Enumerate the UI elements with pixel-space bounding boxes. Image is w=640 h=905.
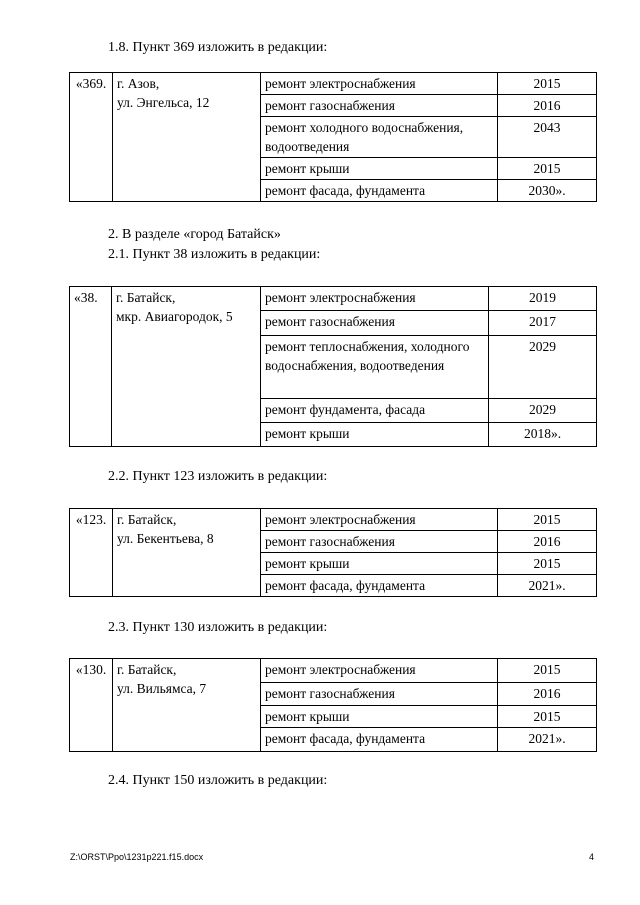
year-cell: 2015 (498, 659, 597, 683)
item-number: «123. (70, 509, 113, 597)
year-cell: 2018». (489, 423, 597, 447)
address (112, 287, 261, 447)
address-line-2: ул. Вильямса, 7 (117, 681, 207, 696)
address-line-1: г. Батайск, (116, 290, 176, 305)
table-130 (69, 658, 597, 752)
heading-2-1: 2.1. Пункт 38 изложить в редакции: (108, 247, 321, 262)
address-line-1: г. Батайск, (117, 512, 177, 527)
table-369 (69, 72, 597, 202)
address-line-2: мкр. Авиагородок, 5 (116, 309, 233, 324)
work-cell: ремонт газоснабжения (261, 531, 498, 553)
year-cell: 2019 (489, 287, 597, 311)
address (113, 509, 261, 597)
work-cell: ремонт газоснабжения (261, 95, 498, 117)
work-cell: ремонт фасада, фундамента (261, 575, 498, 597)
address-line-1: г. Азов, (117, 76, 160, 91)
address-line-1: г. Батайск, (117, 662, 177, 677)
work-cell: ремонт газоснабжения (261, 683, 498, 706)
year-cell: 2015 (498, 553, 597, 575)
work-cell: ремонт теплоснабжения, холодного водоснабжения, водоотведения (261, 336, 489, 399)
address-line-2: ул. Бекентьева, 8 (117, 531, 214, 546)
work-cell: ремонт электроснабжения (261, 509, 498, 531)
work-cell: ремонт крыши (261, 423, 489, 447)
work-cell: ремонт крыши (261, 706, 498, 728)
work-cell: ремонт электроснабжения (261, 659, 498, 683)
work-cell: ремонт холодного водоснабжения, водоотведения (261, 117, 498, 158)
work-cell: ремонт фасада, фундамента (261, 180, 498, 202)
table-123 (69, 508, 597, 597)
year-cell: 2016 (498, 531, 597, 553)
footer-file-path: Z:\ORST\Ppo\1231p221.f15.docx (70, 852, 204, 862)
heading-2-2: 2.2. Пункт 123 изложить в редакции: (108, 469, 328, 484)
year-cell: 2017 (489, 311, 597, 336)
work-cell: ремонт электроснабжения (261, 73, 498, 95)
address (113, 73, 261, 202)
year-cell: 2021». (498, 575, 597, 597)
table-38 (69, 286, 597, 447)
work-cell: ремонт фасада, фундамента (261, 728, 498, 752)
year-cell: 2030». (498, 180, 597, 202)
footer-page-number: 4 (589, 852, 595, 862)
year-cell: 2015 (498, 158, 597, 180)
year-cell: 2043 (498, 117, 597, 158)
item-number: «369. (70, 73, 113, 202)
address-line-2: ул. Энгельса, 12 (117, 95, 210, 110)
year-cell: 2015 (498, 73, 597, 95)
year-cell: 2021». (498, 728, 597, 752)
year-cell: 2029 (489, 336, 597, 399)
address (113, 659, 261, 752)
work-cell: ремонт газоснабжения (261, 311, 489, 336)
work-cell: ремонт электроснабжения (261, 287, 489, 311)
heading-2-4: 2.4. Пункт 150 изложить в редакции: (108, 773, 328, 788)
year-cell: 2015 (498, 706, 597, 728)
item-number: «130. (70, 659, 113, 752)
item-number: «38. (70, 287, 112, 447)
year-cell: 2015 (498, 509, 597, 531)
heading-2-3: 2.3. Пункт 130 изложить в редакции: (108, 620, 328, 635)
work-cell: ремонт крыши (261, 553, 498, 575)
work-cell: ремонт фундамента, фасада (261, 399, 489, 423)
work-cell: ремонт крыши (261, 158, 498, 180)
year-cell: 2016 (498, 683, 597, 706)
heading-1-8: 1.8. Пункт 369 изложить в редакции: (108, 40, 328, 55)
year-cell: 2016 (498, 95, 597, 117)
year-cell: 2029 (489, 399, 597, 423)
heading-section-2: 2. В разделе «город Батайск» (108, 227, 281, 242)
